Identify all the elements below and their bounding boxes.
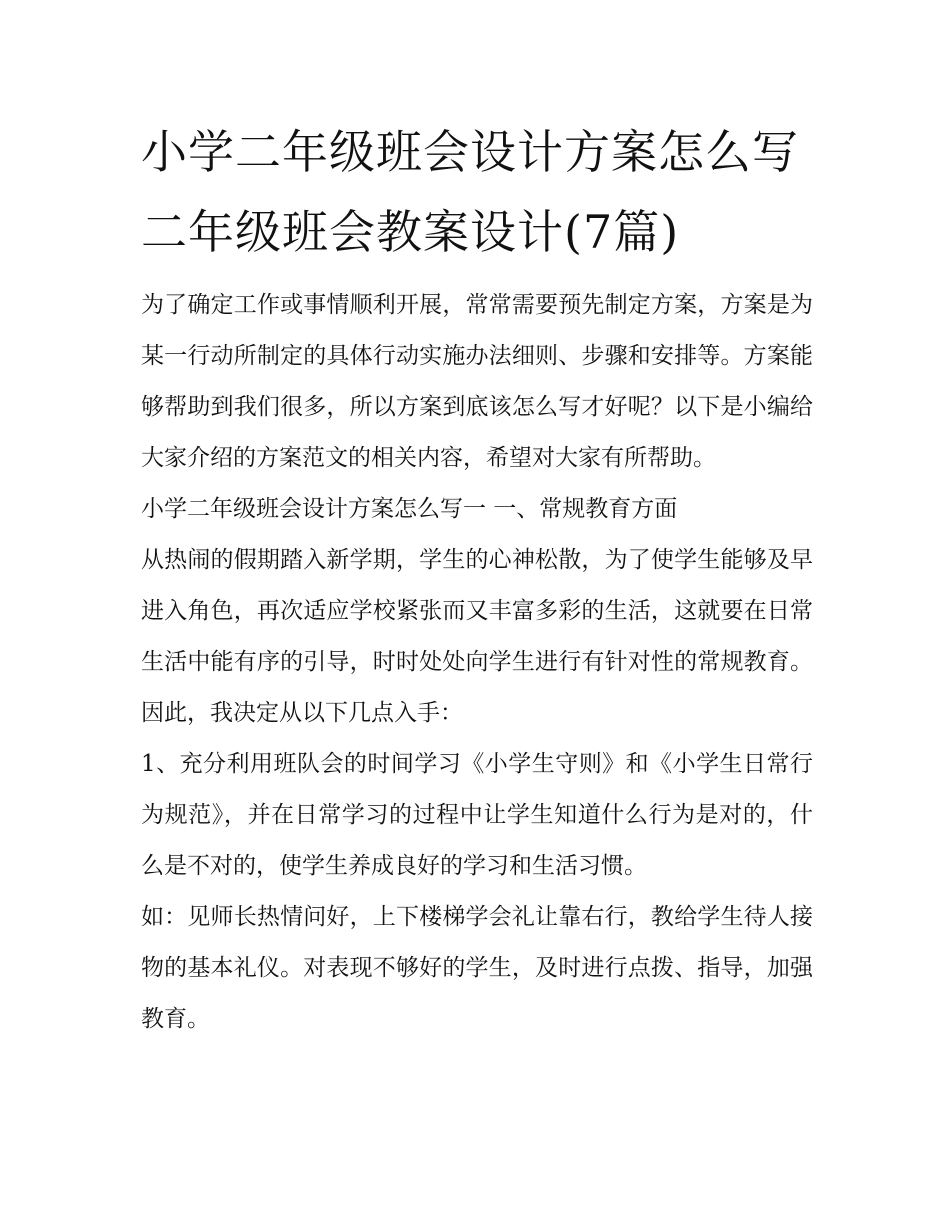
example-paragraph: 如：见师长热情问好，上下楼梯学会礼让靠右行，教给学生待人接物的基本礼仪。对表现不够好的学生，及时进行点拨、指导，加强教育。 xyxy=(141,904,813,1032)
body-paragraph: 从热闹的假期踏入新学期，学生的心神松散，为了使学生能够及早进入角色，再次适应学校紧张而又丰富多彩的生活，这就要在日常生活中能有序的引导，时时处处向学生进行有针对性的常规教育。因此，我决定从以下几点入手： xyxy=(141,547,813,726)
section-heading: 小学二年级班会设计方案怎么写一 一、常规教育方面 xyxy=(141,496,678,522)
intro-paragraph: 为了确定工作或事情顺利开展，常常需要预先制定方案，方案是为某一行动所制定的具体行动实施办法细则、步骤和安排等。方案能够帮助到我们很多，所以方案到底该怎么写才好呢？以下是小编给大家介绍的方案范文的相关内容，希望对大家有所帮助。 xyxy=(141,292,813,471)
document-page xyxy=(141,112,813,1045)
list-item-1: 1、充分利用班队会的时间学习《小学生守则》和《小学生日常行为规范》，并在日常学习的过程中让学生知道什么行为是对的，什么是不对的，使学生养成良好的学习和生活习惯。 xyxy=(141,751,813,879)
document-title: 小学二年级班会设计方案怎么写 二年级班会教案设计(7篇) xyxy=(141,125,799,259)
